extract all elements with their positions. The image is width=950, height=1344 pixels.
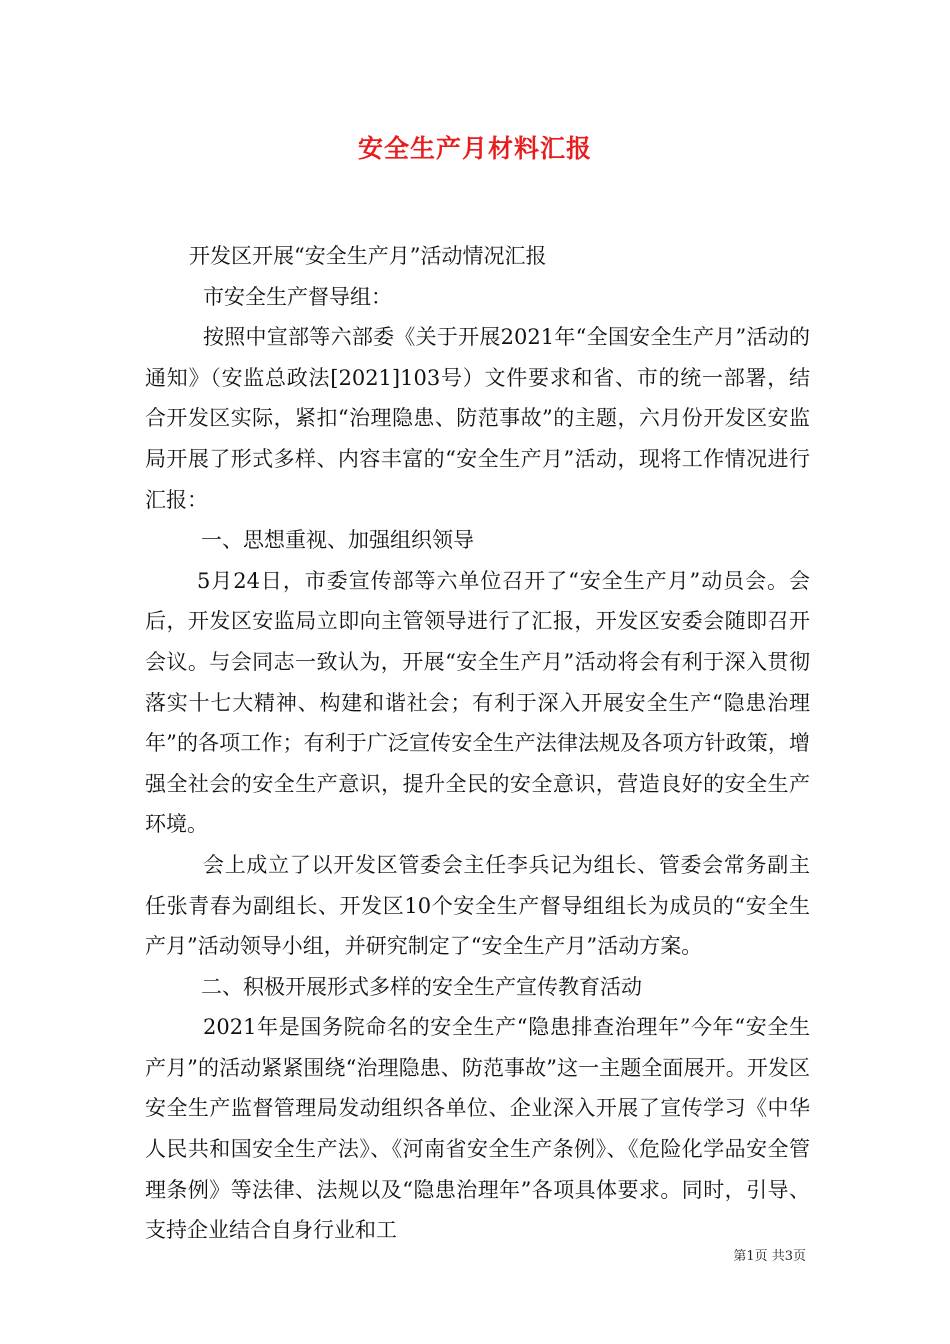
section-heading-1: 一、思想重视、加强组织领导 bbox=[201, 528, 474, 553]
document-body bbox=[145, 236, 810, 1251]
document-subtitle: 开发区开展“安全生产月”活动情况汇报 bbox=[189, 244, 547, 268]
paragraph-section-2: 2021年是国务院命名的安全生产“隐患排查治理年”今年“安全生产月”的活动紧紧围绕“治理隐患、防范事故”这一主题全面展开。开发区安全生产监督管理局发动组织各单位、企业深入开展了宣传学习《中华人民共和国安全生产法》、《河南省安全生产条例》、《危险化学品安全管理条例》等法律、法规以及“隐患治理年”各项具体要求。同时，引导、支持企业结合自身行业和工 bbox=[145, 1015, 810, 1243]
paragraph-leadership-group: 会上成立了以开发区管委会主任李兵记为组长、管委会常务副主任张青春为副组长、开发区10个安全生产督导组组长为成员的“安全生产月”活动领导小组，并研究制定了“安全生产月”活动方案。 bbox=[145, 852, 810, 959]
paragraph-section-1: 5月24日，市委宣传部等六单位召开了“安全生产月”动员会。会后，开发区安监局立即向主管领导进行了汇报，开发区安委会随即召开会议。与会同志一致认为，开展“安全生产月”活动将会有利于深入贯彻落实十七大精神、构建和谐社会；有利于深入开展安全生产“隐患治理年”的各项工作；有利于广泛宣传安全生产法律法规及各项方针政策，增强全社会的安全生产意识，提升全民的安全意识，营造良好的安全生产环境。 bbox=[145, 568, 810, 837]
salutation: 市安全生产督导组： bbox=[203, 284, 392, 309]
section-heading-2: 二、积极开展形式多样的安全生产宣传教育活动 bbox=[201, 974, 642, 999]
document-title: 安全生产月材料汇报 bbox=[357, 134, 592, 163]
paragraph-intro: 按照中宣部等六部委《关于开展2021年“全国安全生产月”活动的通知》（安监总政法[2021]103号）文件要求和省、市的统一部署，结合开发区实际，紧扣“治理隐患、防范事故”的主题，六月份开发区安监局开展了形式多样、内容丰富的“安全生产月”活动，现将工作情况进行汇报： bbox=[145, 325, 810, 512]
page-indicator: 第1页 共3页 bbox=[733, 1249, 806, 1264]
